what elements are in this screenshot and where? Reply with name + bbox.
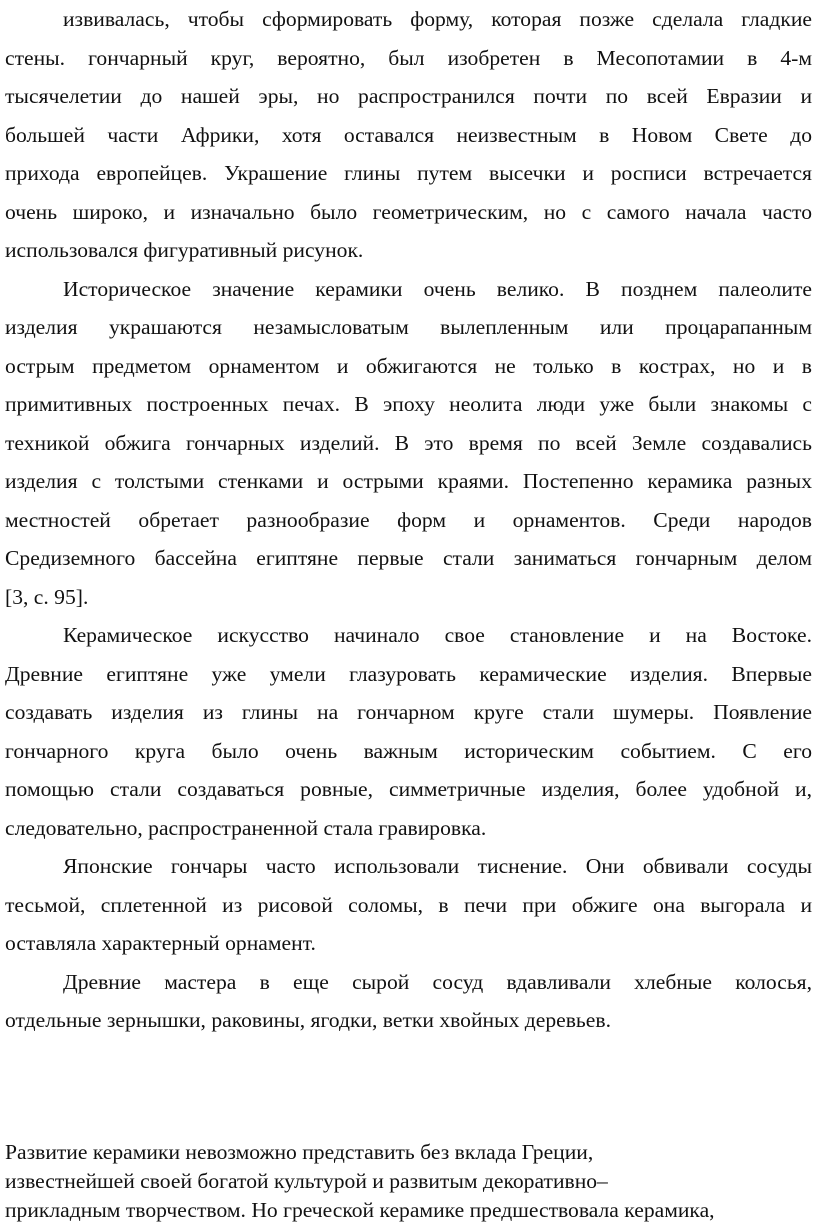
paragraph [5, 270, 812, 617]
text-line: примитивных построенных печах. В эпоху неолита люди уже были знакомы с [5, 392, 812, 416]
text-line: острым предметом орнаментом и обжигаются не только в кострах, но и в [5, 353, 812, 378]
text-line: прикладным творчеством. Но греческой керамике предшествовала керамика, [5, 1198, 715, 1222]
text-line: помощью стали создаваться ровные, симметричные изделия, более удобной и, [5, 777, 812, 801]
text-line: гончарного круга было очень важным историческим событием. С его [5, 738, 812, 763]
text-line: тысячелетии до нашей эры, но распространился почти по всей Евразии и [5, 84, 812, 108]
document-body [5, 0, 812, 1040]
text-line: извивалась, чтобы сформировать форму, которая позже сделала гладкие [63, 7, 812, 31]
text-line: изделия с толстыми стенками и острыми краями. Постепенно керамика разных [5, 469, 812, 493]
paragraph [5, 847, 812, 963]
text-line: Древние мастера в еще сырой сосуд вдавливали хлебные колосья, [63, 969, 812, 994]
text-line: местностей обретает разнообразие форм и орнаментов. Среди народов [5, 507, 812, 532]
text-line: техникой обжига гончарных изделий. В это время по всей Земле создавались [5, 430, 812, 455]
text-line: Керамическое искусство начинало свое становление и на Востоке. [63, 623, 812, 647]
paragraph [5, 0, 812, 270]
text-line: большей части Африки, хотя оставался неизвестным в Новом Свете до [5, 122, 812, 147]
text-line: изделия украшаются незамысловатым вылепленным или процарапанным [5, 315, 812, 339]
text-line: создавать изделия из глины на гончарном круге стали шумеры. Появление [5, 700, 812, 724]
text-line: Японские гончары часто использовали тиснение. Они обвивали сосуды [63, 854, 812, 878]
paragraph [5, 963, 812, 1040]
text-line: Средиземного бассейна египтяне первые стали заниматься гончарным делом [5, 546, 812, 570]
text-line: оставляла характерный орнамент. [5, 931, 316, 955]
text-line: известнейшей своей богатой культурой и развитым декоративно– [5, 1169, 608, 1193]
text-line: Древние египтяне уже умели глазуровать керамические изделия. Впервые [5, 661, 812, 686]
text-line: очень широко, и изначально было геометрическим, но с самого начала часто [5, 199, 812, 224]
text-line: Развитие керамики невозможно представить без вклада Греции, [5, 1140, 594, 1164]
citation-line: [3, с. 95]. [5, 584, 89, 609]
text-line: следовательно, распространенной стала гравировка. [5, 815, 487, 840]
text-line: Историческое значение керамики очень велико. В позднем палеолите [63, 276, 812, 301]
text-line: отдельные зернышки, раковины, ягодки, ветки хвойных деревьев. [5, 1008, 611, 1032]
text-line: тесьмой, сплетенной из рисовой соломы, в печи при обжиге она выгорала и [5, 892, 812, 917]
tail-paragraph [5, 1138, 812, 1225]
text-line: использовался фигуративный рисунок. [5, 238, 364, 262]
paragraph [5, 616, 812, 847]
text-line: стены. гончарный круг, вероятно, был изобретен в Месопотамии в 4-м [5, 45, 812, 70]
text-line: прихода европейцев. Украшение глины путем высечки и росписи встречается [5, 161, 812, 185]
